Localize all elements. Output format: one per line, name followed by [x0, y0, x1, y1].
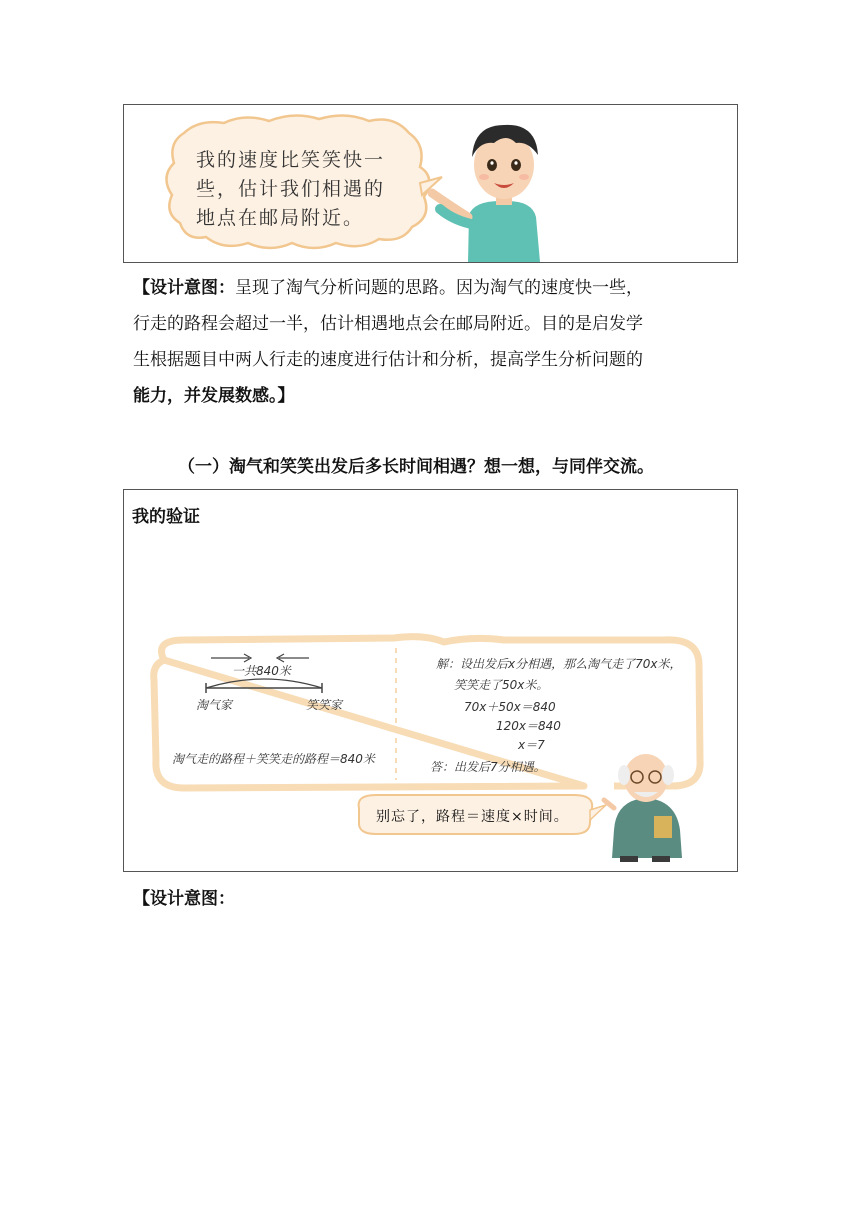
illustration-box-boy — [123, 104, 738, 263]
solution-line-2: 笑笑走了50x米。 — [454, 678, 549, 692]
question-heading: （一）淘气和笑笑出发后多长时间相遇？想一想，与同伴交流。 — [178, 457, 654, 477]
bubble-text-line-2: 些，估计我们相遇的 — [196, 178, 386, 200]
total-distance-label: 一共840米 — [232, 664, 291, 678]
xiaoxiao-home-label: 笑笑家 — [306, 698, 343, 712]
boy-figure — [432, 125, 540, 262]
teacher-figure — [604, 754, 682, 862]
taoqi-home-label: 淘气家 — [196, 698, 233, 712]
reminder-text: 别忘了，路程＝速度×时间。 — [376, 809, 569, 825]
intent-line-2: 行走的路程会超过一半，估计相遇地点会在邮局附近。目的是启发学 — [133, 314, 643, 334]
solution-eq-1: 70x＋50x＝840 — [464, 700, 556, 714]
verification-title: 我的验证 — [132, 507, 200, 527]
design-intent-label-2: 【设计意图： — [133, 889, 235, 909]
bubble-text-line-1: 我的速度比笑笑快一 — [196, 149, 386, 171]
intent-line-1: 【设计意图：呈现了淘气分析问题的思路。因为淘气的速度快一些， — [133, 278, 643, 298]
intent-line-4: 能力，并发展数感。】 — [133, 386, 295, 406]
solution-line-1: 解：设出发后x分相遇，那么淘气走了70x米， — [436, 657, 682, 671]
bubble-text-line-3: 地点在邮局附近。 — [196, 207, 365, 229]
intent-label: 【设计意图： — [133, 278, 235, 298]
verification-box — [123, 489, 738, 872]
design-intent-paragraph — [133, 270, 738, 414]
distance-equation: 淘气走的路程＋笑笑走的路程＝840米 — [172, 752, 375, 766]
solution-answer: 答：出发后7分相遇。 — [430, 760, 546, 774]
solution-eq-3: x＝7 — [518, 738, 545, 752]
solution-eq-2: 120x＝840 — [496, 719, 561, 733]
intent-line-3: 生根据题目中两人行走的速度进行估计和分析，提高学生分析问题的 — [133, 350, 643, 370]
